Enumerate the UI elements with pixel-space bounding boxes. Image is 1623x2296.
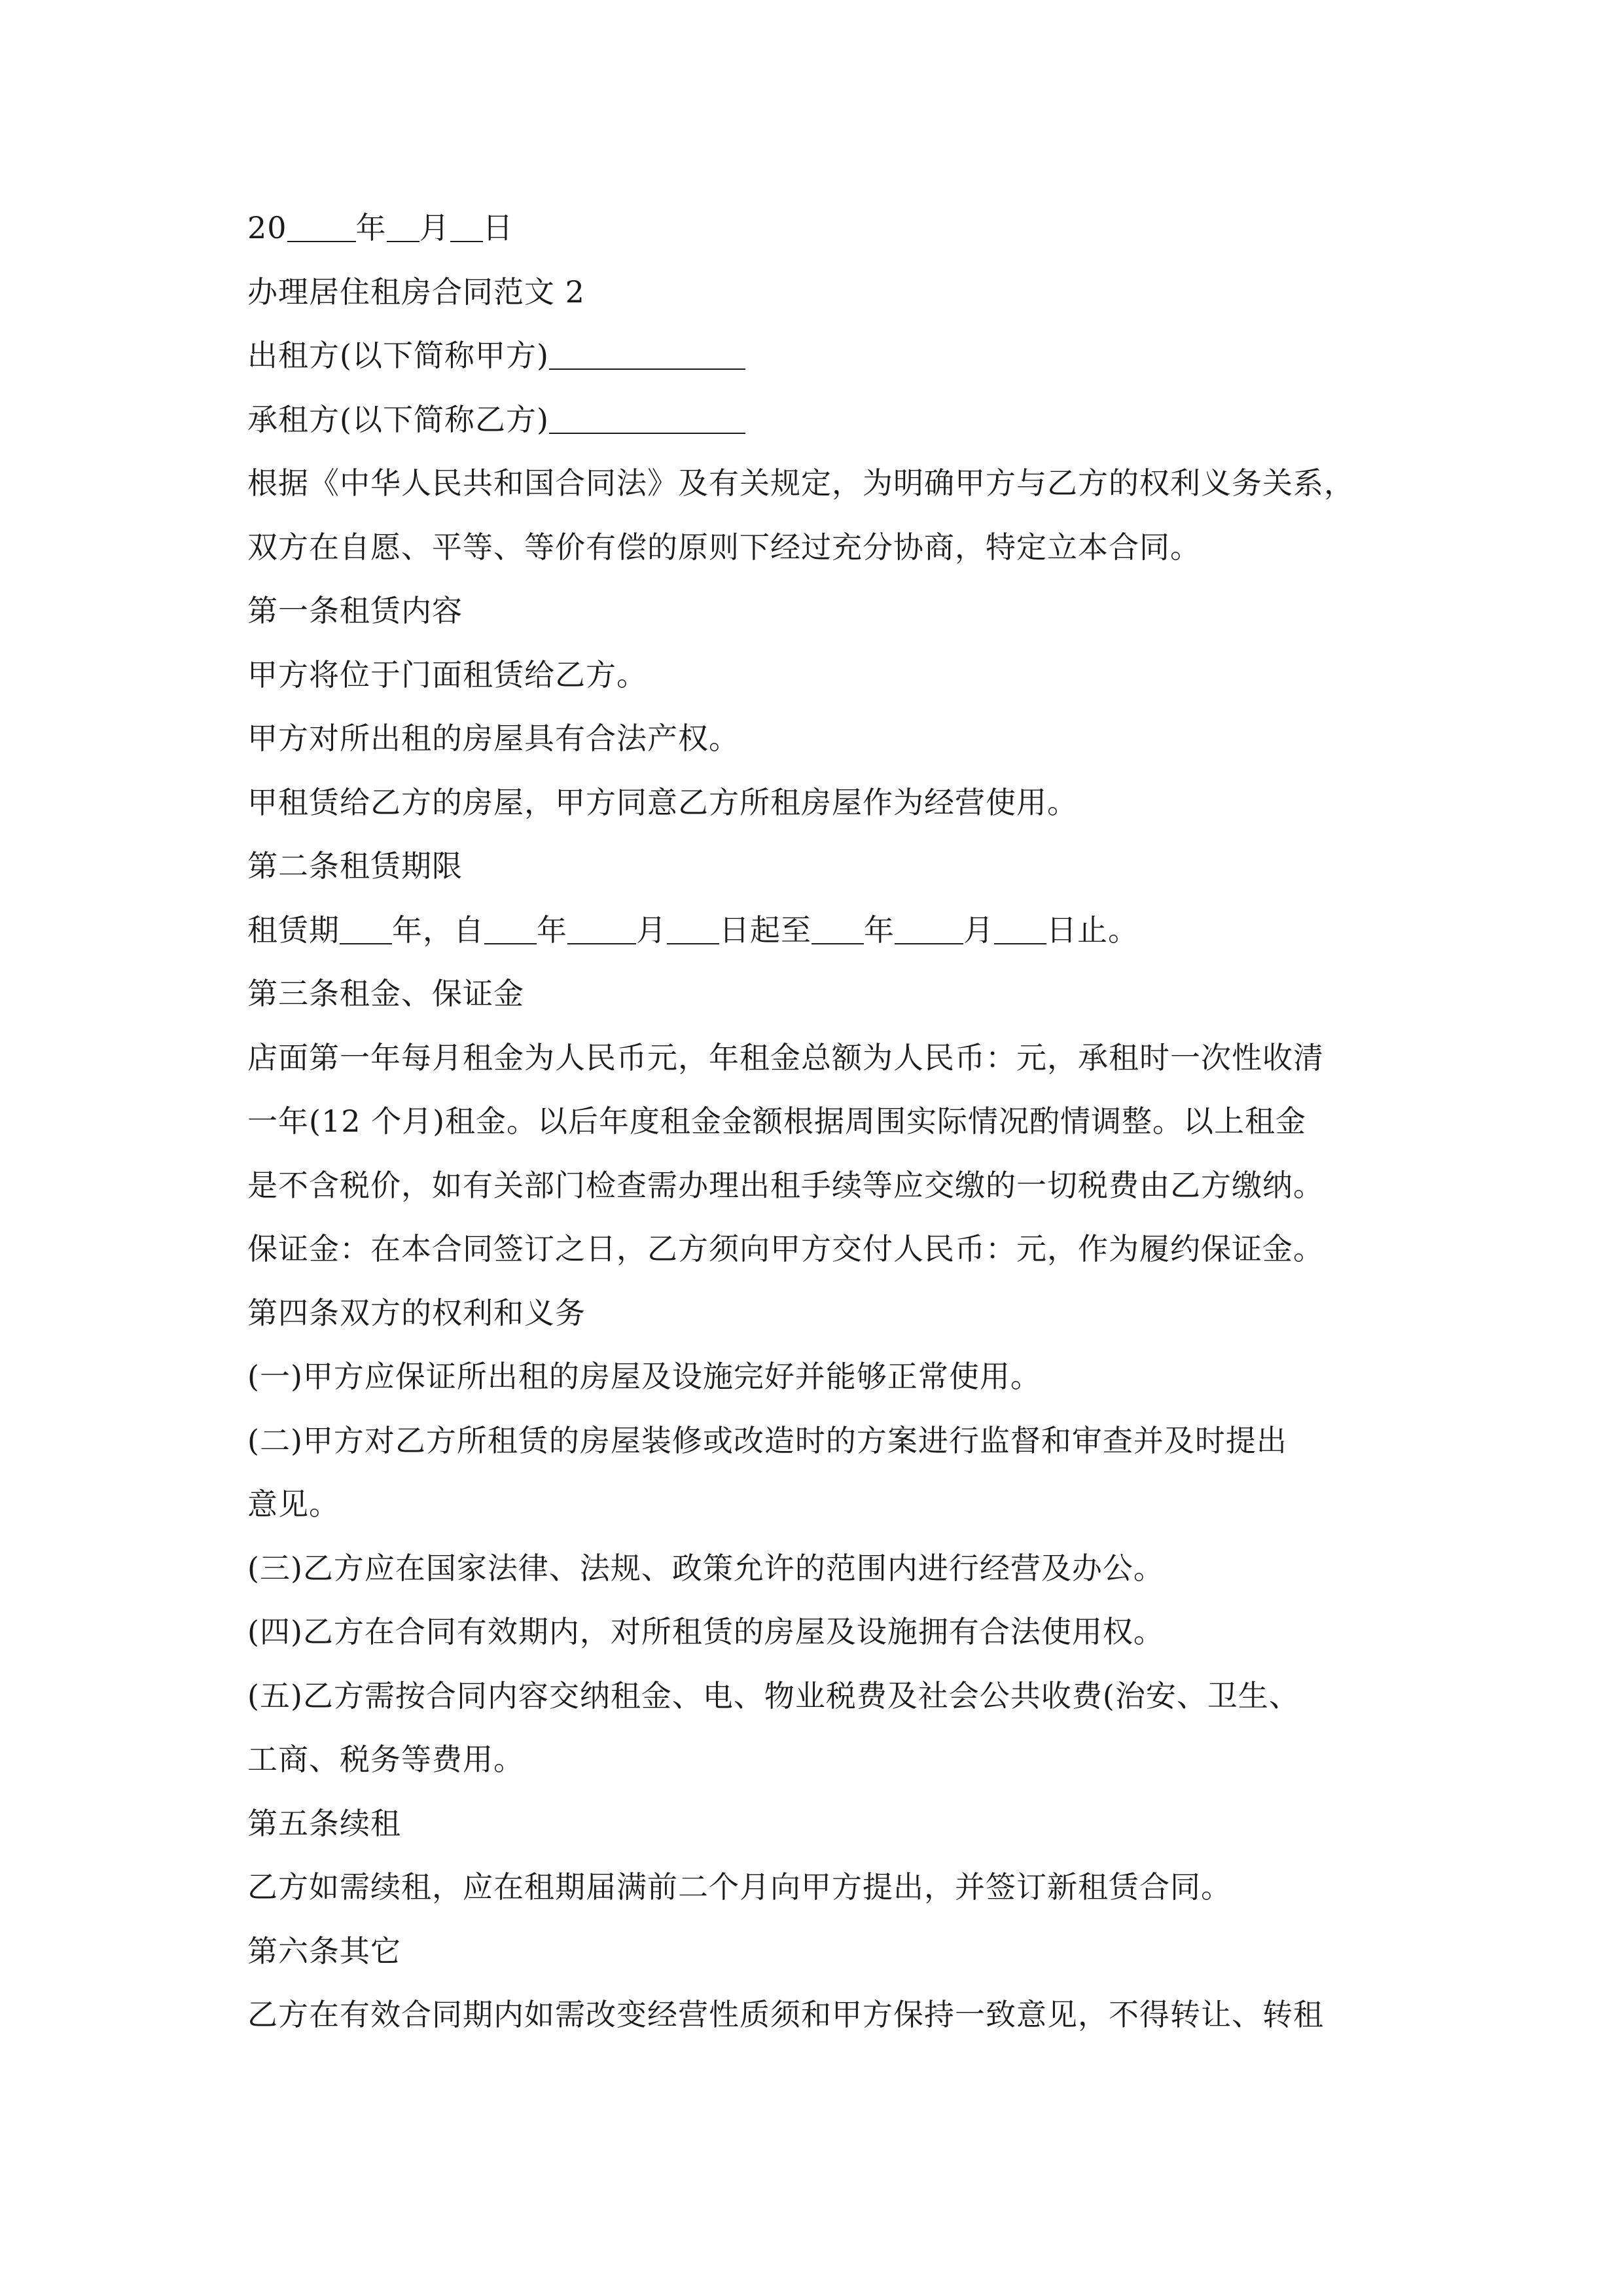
- date-month-label: 月: [419, 210, 450, 245]
- article-1-paragraph-2: 甲方对所出租的房屋具有合法产权。: [247, 721, 740, 756]
- date-year-label: 年: [355, 210, 387, 245]
- blank-end-year: [812, 910, 864, 944]
- article-3-paragraph-1-line-3: 是不含税价，如有关部门检查需办理出租手续等应交缴的一切税费由乙方缴纳。: [247, 1167, 1324, 1203]
- blank-month: [387, 208, 419, 242]
- lessee-line: [247, 388, 1399, 452]
- article-4-item-2-line-2: 意见。: [247, 1486, 340, 1522]
- article-3-title: 第三条租金、保证金: [247, 976, 524, 1011]
- blank-start-year: [484, 910, 537, 944]
- article-4-item-4: (四)乙方在合同有效期内，对所租赁的房屋及设施拥有合法使用权。: [247, 1614, 1164, 1649]
- article-4-item-5-line-1: (五)乙方需按合同内容交纳租金、电、物业税费及社会公共收费(治安、卫生、: [247, 1677, 1300, 1713]
- end-year-label: 年: [864, 912, 895, 948]
- term-label: 租赁期: [247, 912, 340, 948]
- blank-term-years: [340, 910, 392, 944]
- start-day-label: 日起至: [719, 912, 812, 948]
- term-from-label: 年，自: [392, 912, 484, 948]
- article-3-paragraph-2: 保证金：在本合同签订之日，乙方须向甲方交付人民币：元，作为履约保证金。: [247, 1231, 1324, 1266]
- article-6-title: 第六条其它: [247, 1933, 401, 1969]
- article-2-title: 第二条租赁期限: [247, 848, 463, 884]
- lessee-blank: [549, 400, 745, 434]
- date-year-prefix: 20: [247, 210, 287, 245]
- article-4-item-1: (一)甲方应保证所出租的房屋及设施完好并能够正常使用。: [247, 1359, 1041, 1394]
- article-4-item-3: (三)乙方应在国家法律、法规、政策允许的范围内进行经营及办公。: [247, 1550, 1164, 1586]
- preamble-line-2: 双方在自愿、平等、等价有偿的原则下经过充分协商，特定立本合同。: [247, 529, 1201, 565]
- blank-end-month: [895, 910, 963, 944]
- article-3-paragraph-1-line-1: 店面第一年每月租金为人民币元，年租金总额为人民币：元，承租时一次性收清: [247, 1039, 1324, 1075]
- lessor-blank: [549, 336, 745, 370]
- article-5-title: 第五条续租: [247, 1805, 401, 1841]
- preamble-line-1: 根据《中华人民共和国合同法》及有关规定，为明确甲方与乙方的权利义务关系，: [247, 465, 1355, 501]
- article-1-title: 第一条租赁内容: [247, 593, 463, 628]
- article-3-paragraph-1-line-2: 一年(12 个月)租金。以后年度租金金额根据周围实际情况酌情调整。以上租金: [247, 1103, 1307, 1139]
- start-month-label: 月: [636, 912, 667, 948]
- start-year-label: 年: [537, 912, 567, 948]
- date-line: [247, 196, 1399, 260]
- article-4-title: 第四条双方的权利和义务: [247, 1295, 586, 1331]
- article-1-paragraph-1: 甲方将位于门面租赁给乙方。: [247, 656, 647, 692]
- lessor-label: 出租方(以下简称甲方): [247, 338, 549, 373]
- lessee-label: 承租方(以下简称乙方): [247, 401, 549, 437]
- blank-day: [450, 208, 483, 242]
- blank-start-day: [667, 910, 719, 944]
- end-month-label: 月: [963, 912, 994, 948]
- blank-end-day: [994, 910, 1046, 944]
- document-body: [247, 196, 1399, 2047]
- article-4-item-5-line-2: 工商、税务等费用。: [247, 1742, 524, 1777]
- article-2-term-line: [247, 899, 1399, 963]
- lessor-line: [247, 324, 1399, 388]
- article-5-paragraph-1: 乙方如需续租，应在租期届满前二个月向甲方提出，并签订新租赁合同。: [247, 1869, 1232, 1905]
- date-day-label: 日: [482, 210, 514, 245]
- blank-year: [287, 208, 356, 242]
- article-1-paragraph-3: 甲租赁给乙方的房屋，甲方同意乙方所租房屋作为经营使用。: [247, 784, 1078, 820]
- article-6-paragraph-1: 乙方在有效合同期内如需改变经营性质须和甲方保持一致意见，不得转让、转租: [247, 1997, 1324, 2032]
- blank-start-month: [567, 910, 636, 944]
- end-day-label: 日止。: [1046, 912, 1139, 948]
- article-4-item-2-line-1: (二)甲方对乙方所租赁的房屋装修或改造时的方案进行监督和审查并及时提出: [247, 1422, 1287, 1458]
- document-title: 办理居住租房合同范文 2: [247, 274, 585, 310]
